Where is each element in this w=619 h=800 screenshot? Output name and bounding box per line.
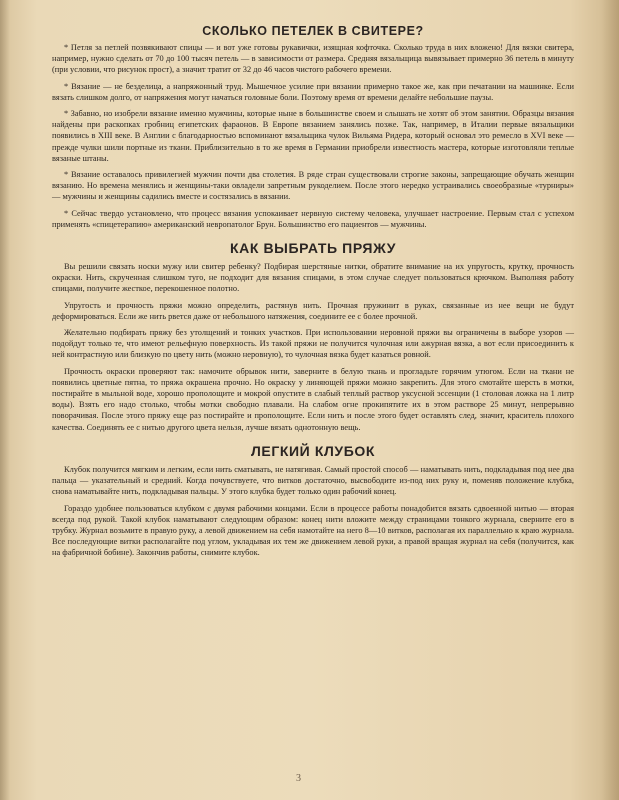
paragraph: * Вязание оставалось привилегией мужчин почти два столетия. В ряде стран существовали строгие законы, запрещающие обучать женщин вязанию. Но времена менялись и женщины-таки овладели запретным рукоделием. После этого нередко устраивались своеобразные «турниры» — мужчины и женщины садились вместе и состязались в вязании. — [52, 170, 574, 202]
page-edge-shadow — [601, 0, 619, 800]
page-number: 3 — [296, 773, 301, 784]
section-title-ball: ЛЕГКИЙ КЛУБОК — [250, 442, 376, 459]
paragraph: Прочность окраски проверяют так: намочите обрывок нити, заверните в белую ткань и прогладьте горячим утюгом. Если на ткани не появились цветные пятна, то пряжа окрашена прочно. Но окраску у линяющей пряжи можно закрепить. Для этого смотайте шерсть в мотки, постирайте в мыльной воде, хорошо прополощите и мокрой опустите в слабый теплый раствор уксусной эссенции (1 столовая ложка на 1 литр воды). Взять его надо столько, чтобы мотки свободно плавали. На слабом огне прокипятите их в этом растворе 25 минут, непрерывно поворачивая. После этого пряжу еще раз постирайте и прополощите. Если нить и после этого будет оставлять след, значит, краситель плохого качества. Соединять ее с нитью другого цвета нельзя, лучше вязать однотонную вещь. — [52, 366, 574, 432]
section-title-sweater: СКОЛЬКО ПЕТЕЛЕК В СВИТЕРЕ? — [202, 24, 424, 38]
paragraph: * Вязание — не безделица, а напряжонный труд. Мышечное усилие при вязании примерно такое же, как при печатании на машинке. Если вязать слишком долго, от напряжения могут начаться головные боли. Поэтому время от времени делайте небольшие паузы. — [52, 81, 574, 102]
paragraph: Клубок получится мягким и легким, если нить сматывать, не натягивая. Самый простой способ — наматывать нить, подкладывая под нее два пальца — указательный и средний. Когда почувствуете, что витков достаточно, высвободите из-под них руку и, поменяв положение клубка, снова наматывайте нить, подкладывая пальцы. У этого клубка будет только один рабочий конец. — [52, 464, 574, 497]
section-body-ball — [52, 464, 574, 559]
paragraph: * Сейчас твердо установлено, что процесс вязания успокаивает нервную систему человека, улучшает настроение. Первым стал с успехом применять «спицетерапию» американский невропатолог Брун. Большинство его пациентов — мужчины. — [52, 208, 574, 229]
section-title-yarn: КАК ВЫБРАТЬ ПРЯЖУ — [229, 240, 397, 257]
paragraph: Желательно подбирать пряжу без утолщений и тонких участков. При использовании неровной пряжи вы ограничены в выборе узоров — подойдут только те, что имеют рельефную поверхность. Из такой пряжи не получится чулочная или ажурная вязка, а вот если присоединить к ней контрастную или близкую по цвету нить (можно неровную), то чулочная вязка будет казаться ровной. — [52, 328, 574, 360]
paragraph: * Петля за петлей позвякивают спицы — и вот уже готовы рукавички, изящная кофточка. Сколько труда в них вложено! Для вязки свитера, например, нужно сделать от 70 до 100 тысяч петель — в зависимости от размера. Средняя вязальщица вывязывает примерно 36 петель в минуту (при условии, что рисунок прост), а значит тратит от 32 до 46 часов чистого рабочего времени. — [52, 43, 574, 75]
section-body-sweater — [52, 42, 574, 230]
paragraph: * Забавно, но изобрели вязание именно мужчины, которые ныне в большинстве своем и слышать не хотят об этом занятии. Образцы вязания найдены при раскопках гробниц египетских фараонов. В Европе вязанием занялись позже. Так, например, в Италии первые вязальщики появились в XIII веке. В Англии с благодарностью вспоминают вязальщика чулок Вильяма Ридера, который основал это ремесло в XVI веке — прежде чулки шили портные из ткани. Приблизительно в то же время в Германии приобрели известность мастера, которые изготовляли теплые вязаные штаны. — [52, 109, 574, 163]
page-fold-shadow — [0, 0, 10, 800]
paragraph: Вы решили связать носки мужу или свитер ребенку? Подбирая шерстяные нитки, обратите внимание на их упругость, крутку, прочность окраски. Нить, скрученная слишком туго, не подходит для вязания спицами, в этом случае следует пользоваться крючком. Выполняя работу спицами, получите жесткое, перекошенное полотно. — [52, 262, 574, 294]
section-body-yarn — [52, 261, 574, 433]
paragraph: Гораздо удобнее пользоваться клубком с двумя рабочими концами. Если в процессе работы понадобится вязать сдвоенной нитью — вторая всегда под рукой. Такой клубок наматывают следующим образом: конец нити вложите между страницами тонкого журнала, сверните его в трубку. Журнал возьмите в правую руку, а левой движением на себя намотайте на него 8—10 витков, располагая их параллельно к краю журнала. Все последующие витки располагайте под углом, укладывая их тем же движением левой руки, а правой вращая журнал на себя (получится, как на фабричной бобине). Закончив работы, снимите клубок. — [52, 503, 574, 558]
paragraph: Упругость и прочность пряжи можно определить, растянув нить. Прочная пружинит в руках, связанные из нее вещи не будут деформироваться. Если же нить рвется даже от небольшого натяжения, соедините ее с более прочной. — [52, 300, 574, 321]
article-column — [52, 20, 574, 564]
